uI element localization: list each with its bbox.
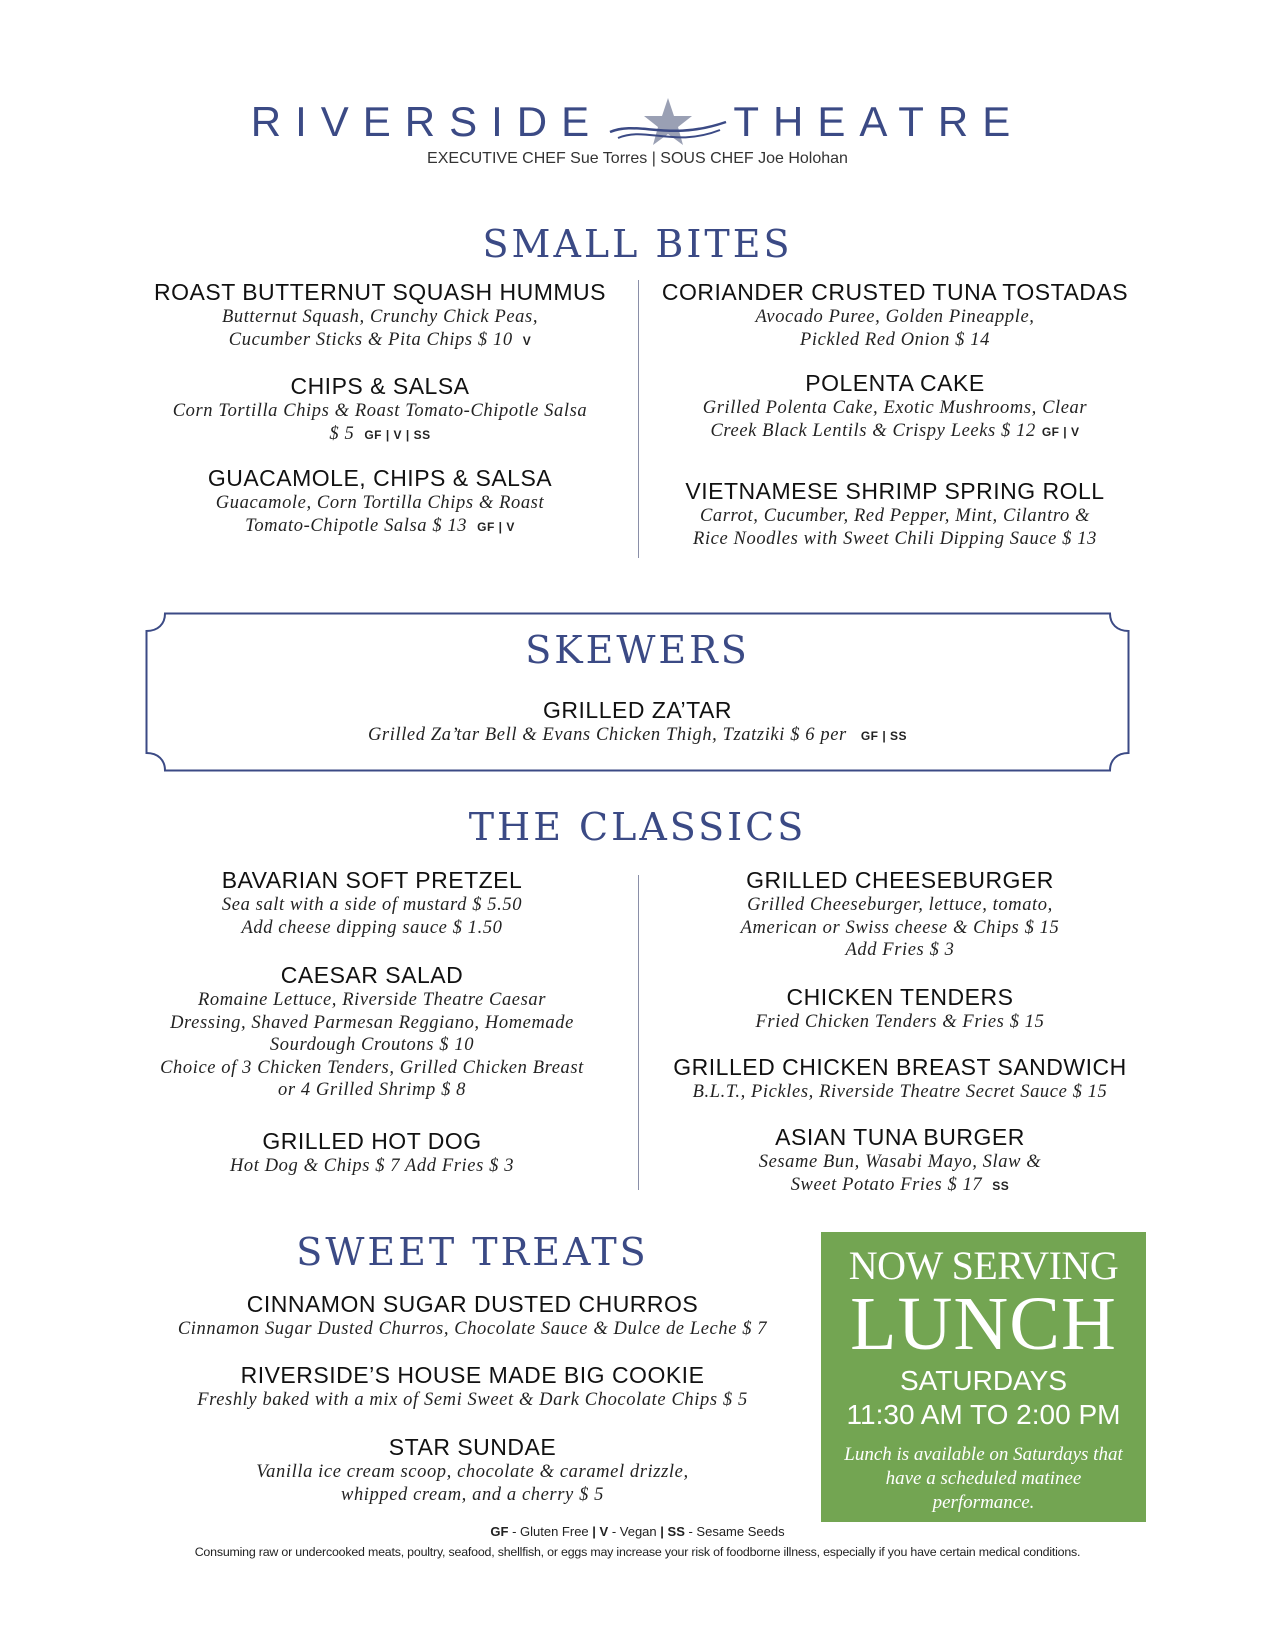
item-name: RIVERSIDE’S HOUSE MADE BIG COOKIE (240, 1362, 705, 1388)
item-desc: Carrot, Cucumber, Red Pepper, Mint, Cilantro & (699, 506, 1091, 526)
item-name: GRILLED ZA’TAR (543, 697, 732, 723)
lunch-label: LUNCH (850, 1282, 1117, 1366)
menu-item (122, 866, 622, 939)
item-name: CAESAR SALAD (280, 962, 464, 988)
menu-item (130, 464, 630, 538)
dietary-legend: GF - Gluten Free | V - Vegan | SS - Sesame Seeds (490, 1524, 785, 1539)
item-name: ASIAN TUNA BURGER (775, 1124, 1025, 1150)
item-desc: Freshly baked with a mix of Semi Sweet & Dark Chocolate Chips $ 5 (197, 1390, 748, 1410)
item-desc: Vanilla ice cream scoop, chocolate & caramel drizzle, (256, 1462, 689, 1482)
star-wave-icon (608, 92, 728, 152)
item-name: STAR SUNDAE (388, 1434, 557, 1460)
classics-title: THE CLASSICS (468, 805, 807, 849)
item-desc: B.L.T., Pickles, Riverside Theatre Secret Sauce $ 15 (692, 1082, 1108, 1102)
column-divider (638, 875, 639, 1190)
item-name: POLENTA CAKE (805, 370, 985, 396)
item-desc: Cinnamon Sugar Dusted Churros, Chocolate Sauce & Dulce de Leche $ 7 (177, 1319, 768, 1339)
lunch-promo-box (821, 1232, 1146, 1522)
item-desc: $ 5 GF | V | SS (329, 423, 431, 444)
item-desc: Avocado Puree, Golden Pineapple, (755, 307, 1035, 327)
item-desc: Grilled Cheeseburger, lettuce, tomato, (747, 895, 1053, 915)
item-desc: Guacamole, Corn Tortilla Chips & Roast (215, 493, 545, 513)
item-name: BAVARIAN SOFT PRETZEL (221, 867, 523, 893)
small-bites-title: SMALL BITES (482, 222, 793, 266)
item-name: CHIPS & SALSA (290, 373, 470, 399)
item-desc: Grilled Za’tar Bell & Evans Chicken Thigh, Tzatziki $ 6 per GF | SS (367, 725, 908, 745)
item-desc: Sweet Potato Fries $ 17 SS (790, 1174, 1010, 1195)
item-desc: or 4 Grilled Shrimp $ 8 (277, 1080, 466, 1100)
menu-item (130, 1433, 815, 1506)
menu-item (130, 1361, 815, 1412)
item-desc: Tomato-Chipotle Salsa $ 13 GF | V (245, 515, 515, 536)
item-desc: Romaine Lettuce, Riverside Theatre Caesar (197, 990, 547, 1010)
item-name: ROAST BUTTERNUT SQUASH HUMMUS (154, 279, 606, 305)
dietary-tag: GF | V | SS (364, 427, 431, 442)
item-desc: whipped cream, and a cherry $ 5 (341, 1484, 604, 1505)
logo-riverside: RIVERSIDE (250, 98, 604, 145)
item-name: GRILLED HOT DOG (262, 1128, 482, 1154)
dietary-tag: V (522, 333, 532, 348)
item-desc: Add cheese dipping sauce $ 1.50 (241, 917, 503, 938)
menu-item (645, 477, 1145, 550)
food-safety-disclaimer: Consuming raw or undercooked meats, poultry, seafood, shellfish, or eggs may increase your risk of foodborne illness, especially if you have certain medical conditions. (194, 1545, 1081, 1559)
menu-item (130, 1290, 815, 1341)
menu-item (122, 961, 622, 1102)
item-name: GRILLED CHEESEBURGER (746, 867, 1054, 893)
lunch-note: Lunch is available on Saturdays that have a scheduled matinee performance. (844, 1444, 1123, 1513)
column-divider (638, 280, 639, 558)
menu-item (650, 1123, 1150, 1197)
lunch-day: SATURDAYS (900, 1365, 1067, 1396)
menu-item (145, 696, 1130, 748)
menu-item (645, 369, 1145, 443)
logo-theatre: THEATRE (733, 98, 1025, 145)
item-desc: Butternut Squash, Crunchy Chick Peas, (221, 307, 539, 327)
item-desc: Choice of 3 Chicken Tenders, Grilled Chicken Breast (160, 1057, 584, 1078)
item-name: GUACAMOLE, CHIPS & SALSA (207, 465, 553, 491)
dietary-tag: SS (992, 1178, 1010, 1193)
dietary-tag: GF | SS (860, 729, 908, 743)
item-desc: Grilled Polenta Cake, Exotic Mushrooms, Clear (702, 398, 1088, 418)
sweet-treats-title: SWEET TREATS (296, 1230, 649, 1274)
item-desc: Sea salt with a side of mustard $ 5.50 (221, 895, 523, 915)
dietary-tag: GF | V (477, 519, 515, 534)
item-desc: Sourdough Croutons $ 10 (269, 1035, 475, 1055)
dietary-tag: GF | V (1041, 424, 1080, 439)
menu-item (645, 278, 1145, 351)
item-desc: Add Fries $ 3 (845, 940, 955, 960)
logo (0, 92, 1275, 152)
item-desc: Cucumber Sticks & Pita Chips $ 10 V (228, 329, 532, 350)
lunch-time: 11:30 AM TO 2:00 PM (846, 1399, 1121, 1430)
item-desc: Creek Black Lentils & Crispy Leeks $ 12 GF | V (710, 420, 1080, 441)
item-name: GRILLED CHICKEN BREAST SANDWICH (673, 1054, 1127, 1080)
now-serving-label: NOW SERVING (848, 1243, 1119, 1288)
item-desc: Sesame Bun, Wasabi Mayo, Slaw & (758, 1152, 1042, 1172)
menu-item (130, 278, 630, 352)
item-desc: Dressing, Shaved Parmesan Reggiano, Homemade (170, 1012, 574, 1033)
menu-item (122, 1127, 622, 1178)
item-name: CORIANDER CRUSTED TUNA TOSTADAS (661, 279, 1129, 305)
menu-item (650, 983, 1150, 1034)
menu-item (650, 1053, 1150, 1104)
item-desc: Corn Tortilla Chips & Roast Tomato-Chipotle Salsa (172, 401, 588, 421)
item-name: VIETNAMESE SHRIMP SPRING ROLL (685, 478, 1105, 504)
item-desc: Hot Dog & Chips $ 7 Add Fries $ 3 (229, 1156, 515, 1176)
item-name: CHICKEN TENDERS (786, 984, 1014, 1010)
menu-item (130, 372, 630, 446)
menu-item (650, 866, 1150, 962)
item-name: CINNAMON SUGAR DUSTED CHURROS (246, 1291, 699, 1317)
chef-credits: EXECUTIVE CHEF Sue Torres | SOUS CHEF Joe Holohan (427, 150, 848, 167)
skewers-title: SKEWERS (525, 628, 750, 672)
item-desc: American or Swiss cheese & Chips $ 15 (740, 917, 1060, 938)
item-desc: Rice Noodles with Sweet Chili Dipping Sauce $ 13 (693, 528, 1097, 549)
item-desc: Fried Chicken Tenders & Fries $ 15 (755, 1012, 1045, 1032)
item-desc: Pickled Red Onion $ 14 (800, 329, 990, 350)
